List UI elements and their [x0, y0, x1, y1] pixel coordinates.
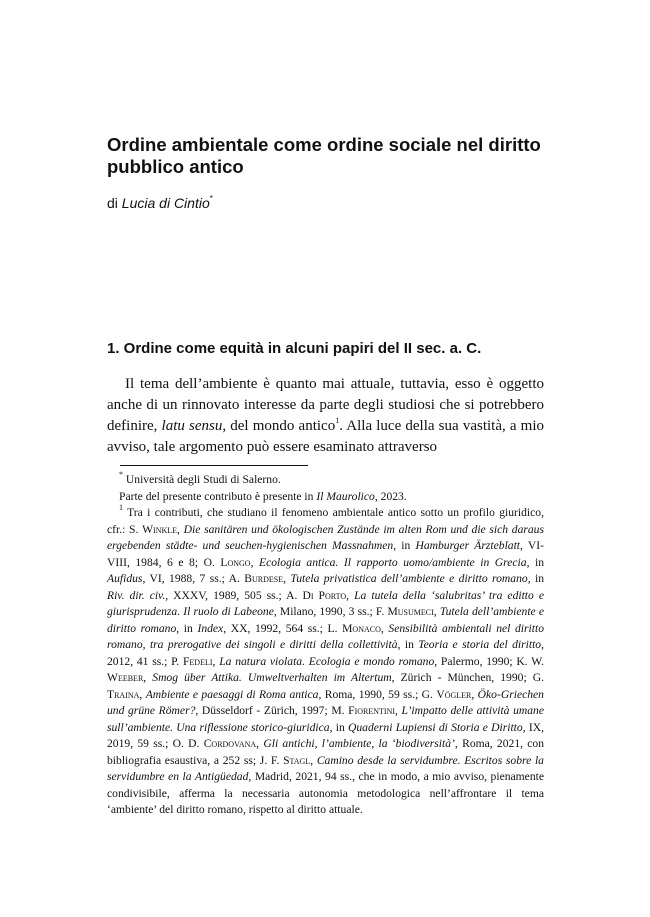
fn1-seg: , [139, 687, 146, 701]
fn1-work: Ecologia antica. Il rapporto uomo/ambiente in Grecia [259, 555, 527, 569]
footnote-1-mark: 1 [119, 503, 123, 513]
fn1-author: Weeber [107, 671, 144, 684]
fn1-journal: Index [197, 621, 224, 635]
footnote-note-italic: Il Maurolico [316, 489, 375, 503]
body-text-2: , del mondo antico [222, 418, 336, 434]
fn1-journal: Aufidus [107, 572, 143, 585]
fn1-work: Camino desde la servidumbre. Escritos sobre la servidumbre en la Antigüedad [107, 753, 544, 783]
fn1-author: Vögler [436, 687, 472, 701]
fn1-work: L’impatto delle attività umane sull’ambiente. Una riflessione storico-giuridica [107, 704, 544, 734]
fn1-seg: Tra i contributi, che studiano il fenomeno ambientale antico sotto un profilo giuridico, cfr.: S. [107, 506, 544, 536]
fn1-seg: , Madrid, 2021, 94 ss., che in modo, a mio avviso, pienamente condivisibile, afferma la necessaria autonomia metodologica nell’affrontare il tema ‘ambiente’ del diritto romano, rispetto al diritto attuale. [107, 770, 544, 816]
author-name: Lucia di Cintio [121, 195, 210, 211]
fn1-author: Winkle [142, 522, 178, 536]
footnote-star-text: Università degli Studi di Salerno. [123, 473, 281, 486]
fn1-seg: , [380, 621, 389, 635]
fn1-author: Di Porto [302, 588, 347, 602]
fn1-author: Fiorentini [348, 704, 396, 717]
fn1-work: Ambiente e paesaggi di Roma antica [145, 687, 319, 701]
section-heading: 1. Ordine come equità in alcuni papiri del II sec. a. C. [107, 340, 482, 357]
fn1-seg: , [471, 687, 478, 701]
fn1-seg: , XXXV, 1989, 505 ss.; A. [165, 588, 303, 602]
fn1-work: Tutela privatistica dell’ambiente e diritto romano [290, 572, 528, 585]
fn1-seg: , XX, 1992, 564 ss.; L. [223, 621, 343, 635]
fn1-author: Longo [220, 555, 251, 569]
body-paragraph [107, 374, 544, 458]
footnote-1 [107, 505, 544, 819]
fn1-seg: , Roma, 2021, con bibliografia esaustiva, a 252 ss; J. F. [107, 737, 545, 767]
fn1-seg: , in [329, 720, 349, 734]
byline-prefix: di [107, 195, 122, 211]
fn1-seg: , in [526, 555, 545, 569]
fn1-seg: , [212, 654, 220, 668]
fn1-seg: , [346, 588, 355, 602]
footnote-ref-1[interactable]: 1 [335, 416, 340, 425]
fn1-author: Musumeci [387, 605, 434, 618]
fn1-seg: , [433, 605, 440, 618]
fn1-author: Stagl [283, 753, 311, 767]
fn1-journal: Hamburger Ärzteblatt [415, 539, 521, 552]
fn1-author: Monaco [342, 621, 381, 635]
fn1-author: Fedeli [182, 654, 213, 668]
fn1-work: Die sanitären und ökologischen Zustände im alten Rom und die sich daraus ergebenden städte- und seuchen-hygienischen Massnahmen [107, 522, 544, 552]
fn1-seg: , [395, 704, 402, 717]
fn1-seg: , [310, 753, 317, 767]
fn1-work: Gli antichi, l’ambiente, la ‘biodiversità’ [263, 737, 455, 750]
fn1-journal: Quaderni Lupiensi di Storia e Diritto [348, 720, 523, 734]
footnote-separator [120, 465, 308, 466]
fn1-author: Traina [107, 687, 140, 701]
fn1-seg: , IX, 2019, 59 ss.; O. D. [107, 720, 544, 750]
fn1-seg: , Düsseldorf - Zürich, 1997; M. [195, 704, 349, 717]
fn1-journal: Riv. dir. civ. [107, 588, 166, 602]
footnote-star-mark: * [119, 470, 123, 480]
fn1-seg: , Milano, 1990, 3 ss.; F. [273, 605, 388, 618]
fn1-work: Öko-Griechen und grüne Römer? [107, 687, 544, 717]
fn1-journal: Teoria e storia del diritto [418, 638, 542, 651]
fn1-seg: , 2012, 41 ss.; P. [107, 638, 545, 668]
fn1-seg: , in [527, 572, 544, 585]
fn1-work: Smog über Attika. Umweltverhalten im Altertum [152, 671, 392, 684]
footnotes [107, 472, 544, 819]
fn1-seg: , [143, 671, 153, 684]
fn1-seg: , [177, 522, 184, 536]
fn1-seg: , [250, 555, 260, 569]
fn1-seg: , Palermo, 1990; K. W. [434, 654, 545, 668]
author-footnote-mark[interactable]: * [209, 194, 213, 204]
footnote-note-text-b: , 2023. [374, 489, 407, 503]
fn1-seg: , Zürich - München, 1990; G. [391, 671, 545, 684]
fn1-author: Cordovana [203, 737, 257, 750]
byline [107, 194, 213, 212]
body-text-1: Il tema dell’ambiente è quanto mai attuale, tuttavia, esso è oggetto anche di un rinnovato interesse da parte degli studiosi che si potrebbero definire, [107, 376, 544, 434]
fn1-seg: , Roma, 1990, 59 ss.; G. [318, 687, 437, 701]
fn1-work: La tutela della ‘salubritas’ tra editto e giurisprudenza. Il ruolo di Labeone [107, 588, 545, 618]
body-italic-1: latu sensu [161, 418, 223, 434]
fn1-work: Sensibilità ambientali nel diritto romano, tra prerogative dei singoli e diritti della collettività [107, 621, 545, 651]
footnote-note-text-a: Parte del presente contributo è presente in [119, 489, 317, 503]
fn1-seg: , VI, 1988, 7 ss.; A. [142, 572, 245, 585]
article-title: Ordine ambientale come ordine sociale nel diritto pubblico antico [107, 134, 541, 177]
fn1-seg: , [256, 737, 264, 750]
fn1-work: La natura violata. Ecologia e mondo romano [219, 654, 435, 668]
body-text-3: . Alla luce della sua vastità, a mio avviso, tale argomento può essere esaminato attraverso [107, 418, 545, 455]
fn1-seg: , in [397, 638, 419, 651]
footnote-note [107, 489, 544, 506]
fn1-work: Tutela dell’ambiente e diritto romano [107, 605, 544, 635]
fn1-author: Burdese [244, 572, 284, 585]
fn1-seg: , in [393, 539, 416, 552]
fn1-seg: , VI-VIII, 1984, 6 e 8; O. [107, 539, 544, 569]
fn1-seg: , [283, 572, 291, 585]
fn1-seg: , in [176, 621, 198, 635]
footnote-star [107, 472, 544, 489]
